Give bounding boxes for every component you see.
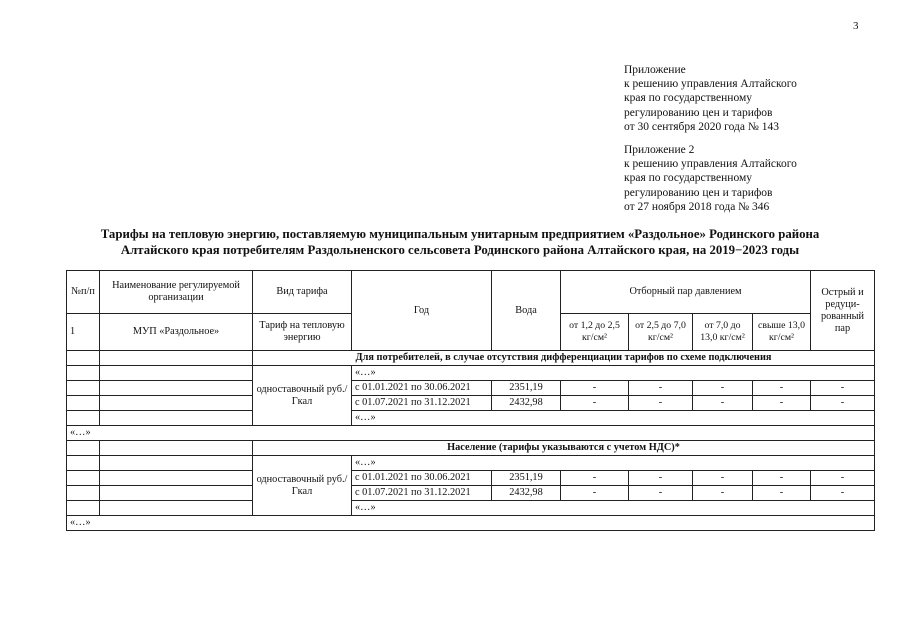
org-num: 1 [67,314,100,351]
steam-cell: - [561,396,629,411]
steam-cell: - [561,471,629,486]
steam-cell: - [629,471,693,486]
annex-line: регулированию цен и тарифов [624,186,773,199]
annex-previous-decision [624,143,797,214]
steam-cell: - [629,396,693,411]
table-row [67,516,875,531]
annex-line: края по государственному [624,92,752,105]
sharp-steam-cell: - [811,486,875,501]
document-title [60,226,860,258]
section-1-title: Для потребителей, в случае отсутствия дифференциации тарифов по схеме подключения [253,351,875,366]
annex-line: края по государственному [624,172,752,185]
header-steam-3: от 7,0 до 13,0 кг/см² [693,314,753,351]
annex-line: от 30 сентября 2020 года № 143 [624,120,779,133]
table-row [67,411,875,426]
table-row [67,456,875,471]
header-water: Вода [492,271,561,351]
steam-cell: - [693,381,753,396]
steam-cell: - [693,486,753,501]
table-header-row [67,271,875,314]
section-2-title: Население (тарифы указываются с учетом НДС)* [253,441,875,456]
section-title-row [67,351,875,366]
period-cell: с 01.07.2021 по 31.12.2021 [352,486,492,501]
tariff-table [66,270,875,531]
steam-cell: - [753,381,811,396]
table-row [67,486,875,501]
header-tariff-type: Вид тарифа [253,271,352,314]
annex-line: Приложение [624,64,686,76]
org-tariff: Тариф на тепловую энергию [253,314,352,351]
sharp-steam-cell: - [811,396,875,411]
annex-line: от 27 ноября 2018 года № 346 [624,200,770,213]
header-year: Год [352,271,492,351]
header-num: №п/п [67,271,100,314]
annex-line: к решению управления Алтайского [624,158,797,171]
org-name: МУП «Раздольное» [100,314,253,351]
annex-current-decision [624,63,797,134]
table-row [67,366,875,381]
steam-cell: - [561,381,629,396]
steam-cell: - [561,486,629,501]
gap-ellipsis: «…» [67,516,875,531]
annex-line: регулированию цен и тарифов [624,106,773,119]
gap-ellipsis: «…» [67,426,875,441]
steam-cell: - [753,471,811,486]
sharp-steam-cell: - [811,471,875,486]
header-steam-4: свыше 13,0 кг/см² [753,314,811,351]
steam-cell: - [629,486,693,501]
section-2-ellipsis-top: «…» [352,456,875,471]
steam-cell: - [629,381,693,396]
table-row [67,381,875,396]
annex-line: Приложение 2 [624,144,695,156]
title-line: Тарифы на тепловую энергию, поставляемую муниципальным унитарным предприятием «Раздольное» Родинского района [100,227,820,241]
header-org: Наименование регулируемой организации [100,271,253,314]
water-tariff-cell: 2432,98 [492,396,561,411]
section-1-ellipsis-bottom: «…» [352,411,875,426]
period-cell: с 01.07.2021 по 31.12.2021 [352,396,492,411]
period-cell: с 01.01.2021 по 30.06.2021 [352,381,492,396]
header-steam-2: от 2,5 до 7,0 кг/см² [629,314,693,351]
water-tariff-cell: 2351,19 [492,471,561,486]
section-title-row [67,441,875,456]
header-sharp-steam: Острый и редуци-рованный пар [811,271,875,351]
table-row [67,471,875,486]
table-row [67,501,875,516]
steam-cell: - [693,396,753,411]
section-1-ellipsis-top: «…» [352,366,875,381]
section-2-tariff-type: одноставочный руб./Гкал [253,456,352,516]
header-steam-group: Отборный пар давлением [561,271,811,314]
water-tariff-cell: 2432,98 [492,486,561,501]
section-2-ellipsis-bottom: «…» [352,501,875,516]
steam-cell: - [753,396,811,411]
title-line: Алтайского края потребителям Раздольненского сельсовета Родинского района Алтайского края, на 2019−2023 годы [120,243,800,257]
table-row [67,426,875,441]
period-cell: с 01.01.2021 по 30.06.2021 [352,471,492,486]
water-tariff-cell: 2351,19 [492,381,561,396]
steam-cell: - [693,471,753,486]
annex-line: к решению управления Алтайского [624,78,797,91]
header-steam-1: от 1,2 до 2,5 кг/см² [561,314,629,351]
steam-cell: - [753,486,811,501]
section-1-tariff-type: одноставочный руб./Гкал [253,366,352,426]
page-number: 3 [853,20,859,32]
sharp-steam-cell: - [811,381,875,396]
table-row [67,396,875,411]
